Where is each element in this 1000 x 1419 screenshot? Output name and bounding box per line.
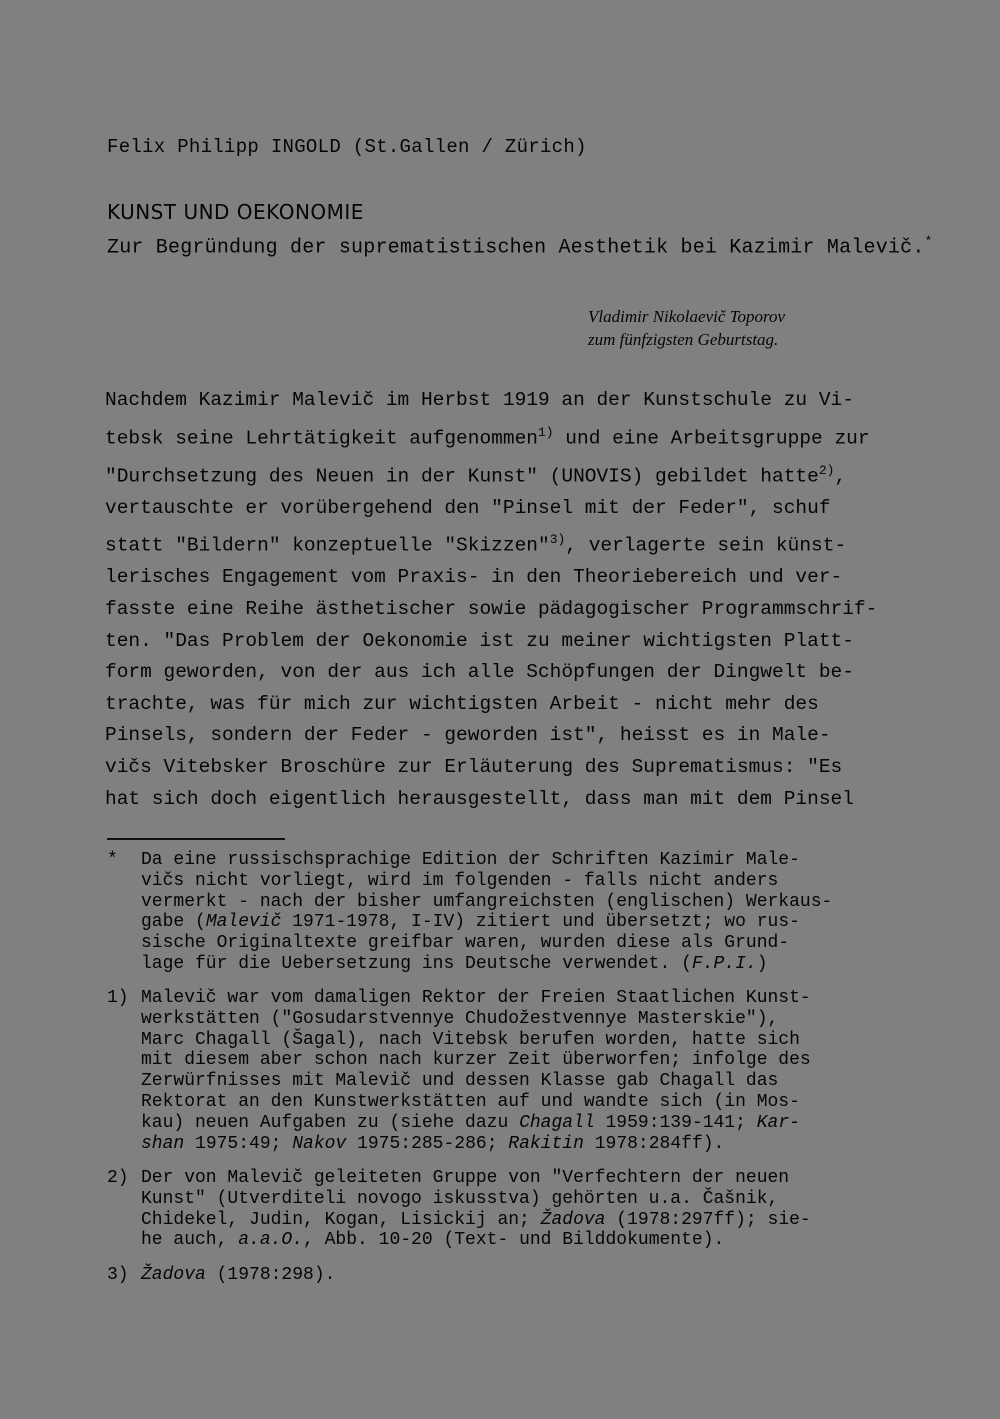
footnote-ref: 1) [537,424,554,440]
footnote-line: Zerwürfnisses mit Malevič und dessen Klasse gab Chagall das [141,1071,779,1092]
body-line: vičs Vitebsker Broschüre zur Erläuterung des Suprematismus: "Es [105,756,843,779]
body-line [105,417,905,455]
body-line: hat sich doch eigentlich herausgestellt, dass man mit dem Pinsel [105,787,854,810]
fn-citation: Rakitin [508,1133,584,1154]
fn-citation: Žadova [141,1265,206,1285]
body-line: ten. "Das Problem der Oekonomie ist zu meiner wichtigsten Platt- [105,629,854,652]
body-text-segment: statt "Bildern" konzeptuelle "Skizzen" [105,534,550,557]
dedication-line: zum fünfzigsten Geburtstag. [588,330,779,349]
footnote-mark: * [107,850,118,870]
body-paragraph [105,385,905,815]
article-subtitle [107,234,933,260]
footnote-divider [107,838,285,840]
fn-segment: (1978:297ff); sie- [605,1209,811,1230]
fn-segment: gabe ( [141,912,206,933]
dedication [588,305,908,351]
footnote-mark: 2) [107,1168,129,1188]
fn-segment: 1971-1978, I-IV) zitiert und übersetzt; wo rus- [281,912,800,933]
footnote-text [141,850,832,975]
footnote-line: Malevič war vom damaligen Rektor der Freien Staatlichen Kunst- [141,988,811,1008]
fn-citation: F.P.I. [691,953,757,974]
fn-segment: kau) neuen Aufgaben zu (siehe dazu [141,1112,520,1133]
footnote-line: vičs nicht vorliegt, wird im folgenden - falls nicht anders [141,870,779,891]
footnote-ref: 3) [549,532,566,548]
body-line: lerisches Engagement vom Praxis- in den Theoriebereich und ver- [105,566,843,589]
footnote-line [141,1230,811,1251]
footnote-mark: 1) [107,988,129,1008]
footnote-line [141,1113,811,1134]
subtitle-text: Zur Begründung der suprematistischen Aesthetik bei Kazimir Malevič. [107,236,925,260]
body-text-segment: tebsk seine Lehrtätigkeit aufgenommen [105,427,538,450]
footnote-line: mit diesem aber schon nach kurzer Zeit überworfen; infolge des [141,1050,811,1071]
fn-segment: Chidekel, Judin, Kogan, Lisickij an; [141,1209,541,1230]
fn-citation: Kar- [756,1112,800,1133]
fn-citation: shan [141,1133,185,1154]
body-line: form geworden, von der aus ich alle Schöpfungen der Dingwelt be- [105,661,854,684]
footnote-text [141,1265,335,1286]
footnote-line [141,912,832,933]
fn-segment: (1978:298). [205,1265,336,1285]
subtitle-footnote-marker: * [924,234,933,249]
footnote-line: Da eine russischsprachige Edition der Schriften Kazimir Male- [141,850,800,870]
body-line: Nachdem Kazimir Malevič im Herbst 1919 an der Kunstschule zu Vi- [105,389,854,411]
footnote-line [141,1210,811,1231]
body-text-segment: , [834,465,847,488]
footnote-line [141,1134,811,1155]
fn-segment: 1975:285-286; [346,1133,509,1154]
footnote-ref: 2) [818,462,835,478]
author-line: Felix Philipp INGOLD (St.Gallen / Zürich) [107,136,587,158]
fn-segment: 1975:49; [184,1133,293,1154]
body-line: Pinsels, sondern der Feder - geworden ist", heisst es in Male- [105,724,831,747]
fn-segment: 1959:139-141; [594,1112,757,1133]
dedication-line: Vladimir Nikolaevič Toporov [588,307,786,326]
body-line: trachte, was für mich zur wichtigsten Arbeit - nicht mehr des [105,692,819,715]
body-line: fasste eine Reihe ästhetischer sowie pädagogischer Programmschrif- [105,598,878,621]
footnote-mark: 3) [107,1265,129,1285]
footnote-line: Rektorat an den Kunstwerkstätten auf und wandte sich (in Mos- [141,1091,800,1112]
body-text-segment: , verlagerte sein künst- [565,534,847,557]
footnote-line [141,1265,335,1286]
footnote-line: sische Originaltexte greifbar waren, wurden diese als Grund- [141,933,790,954]
fn-citation: a.a.O. [238,1230,304,1251]
body-text-segment: und eine Arbeitsgruppe zur [553,427,870,450]
body-line [105,455,905,493]
footnote-line: Marc Chagall (Šagal), nach Vitebsk berufen worden, hatte sich [141,1029,800,1050]
fn-segment: 1978:284ff). [583,1133,725,1154]
footnote-line: vermerkt - nach der bisher umfangreichsten (englischen) Werkaus- [141,891,833,912]
fn-citation: Malevič [205,912,282,933]
body-line: vertauschte er vorübergehend den "Pinsel mit der Feder", schuf [105,496,831,519]
article-title: KUNST UND OEKONOMIE [107,200,364,224]
fn-segment: lage für die Uebersetzung ins Deutsche verwendet. ( [141,953,692,974]
fn-segment: , Abb. 10-20 (Text- und Bilddokumente). [303,1230,725,1251]
footnote-line: Kunst" (Utverditeli novogo iskusstva) gehörten u.a. Čašnik, [141,1188,779,1209]
fn-citation: Chagall [519,1112,595,1133]
footnote-text [141,1168,811,1251]
fn-segment: ) [756,953,768,974]
fn-segment: he auch, [141,1230,239,1251]
footnote-line: Der von Malevič geleiteten Gruppe von "Verfechtern der neuen [141,1168,790,1188]
footnote-line: werkstätten ("Gosudarstvennye Chudožestvennye Masterskie"), [141,1008,779,1029]
footnote-line [141,954,832,975]
body-text-segment: "Durchsetzung des Neuen in der Kunst" (UNOVIS) gebildet hatte [105,465,819,488]
fn-citation: Nakov [292,1133,347,1154]
fn-citation: Žadova [540,1209,606,1230]
footnote-text [141,988,811,1154]
body-line [105,524,905,562]
